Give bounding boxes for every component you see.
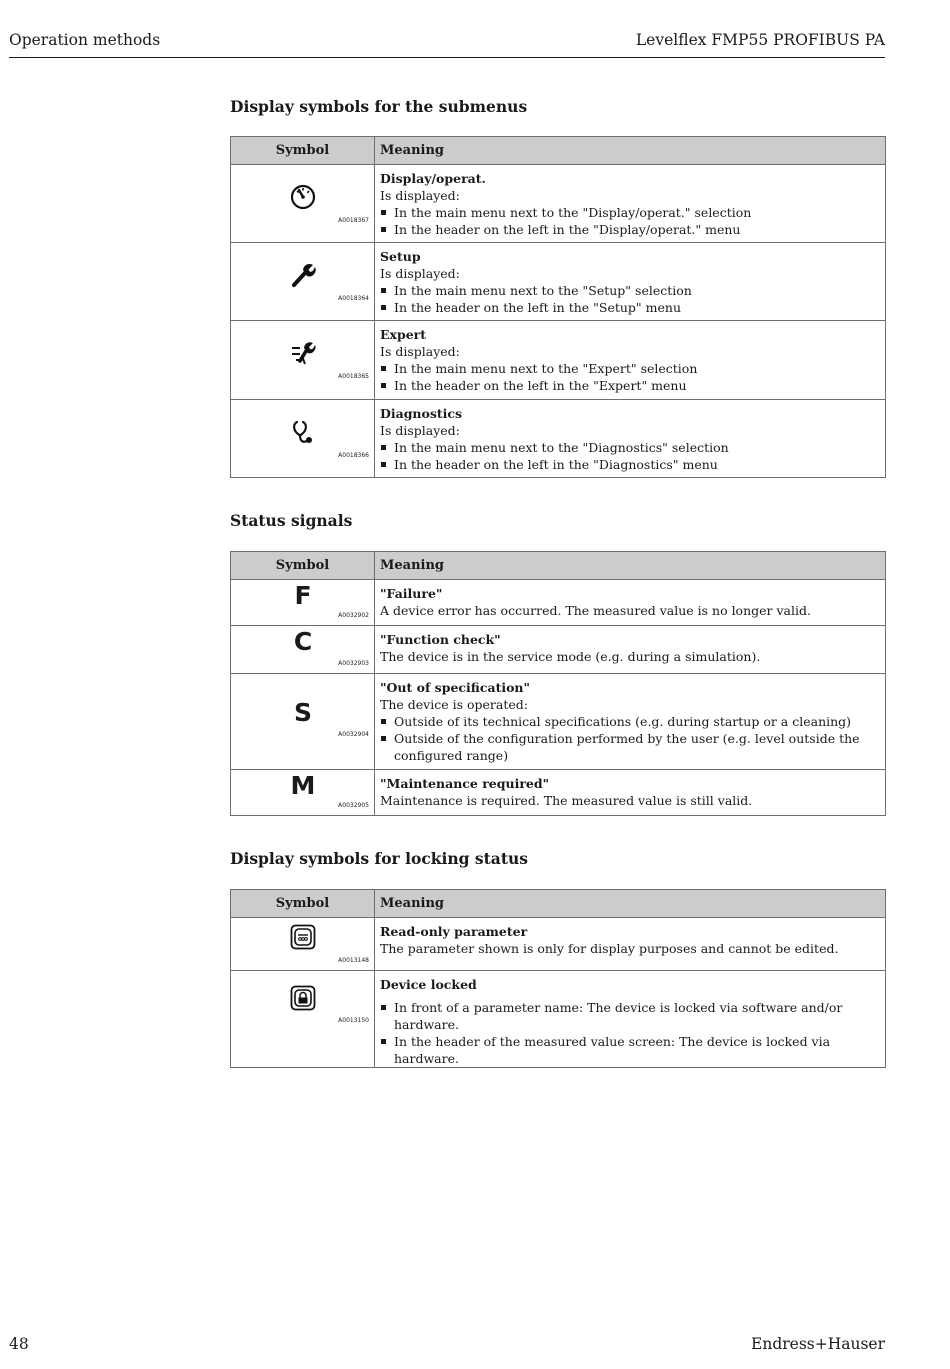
meaning-cell — [375, 770, 886, 816]
table-row — [231, 770, 886, 816]
read-only-display-icon — [231, 924, 375, 954]
meaning-text: Is displayed: — [380, 344, 460, 359]
header-section-title: Operation methods — [9, 31, 161, 49]
bullet-item: In front of a parameter name: The device is locked via software and/or hardware. — [380, 999, 879, 1033]
meaning-cell — [375, 321, 886, 400]
meaning-title: "Failure" — [380, 586, 443, 601]
meaning-title: "Function check" — [380, 632, 501, 647]
bullet-item: Outside of the configuration performed by the user (e.g. level outside the configured range) — [380, 730, 879, 764]
symbol-cell — [231, 674, 375, 770]
page-number: 48 — [9, 1335, 29, 1353]
submenus-table — [230, 136, 886, 478]
maintenance-required-signal-icon: M — [290, 771, 316, 800]
table-row — [231, 674, 886, 770]
bullet-list — [380, 713, 879, 764]
page-header — [9, 30, 885, 58]
meaning-text: A device error has occurred. The measured value is no longer valid. — [380, 603, 811, 618]
symbol-column-header: Symbol — [231, 890, 375, 918]
symbol-code: A0032904 — [338, 731, 369, 738]
symbol-code: A0018367 — [338, 217, 369, 224]
meaning-text: The parameter shown is only for display purposes and cannot be edited. — [380, 941, 839, 956]
header-product-name: Levelflex FMP55 PROFIBUS PA — [635, 31, 885, 49]
symbol-cell — [231, 626, 375, 674]
symbol-cell — [231, 321, 375, 400]
meaning-title: Display/operat. — [380, 171, 486, 186]
out-of-specification-signal-icon: S — [293, 698, 312, 727]
symbol-cell — [231, 580, 375, 626]
table-row — [231, 918, 886, 971]
meaning-title: Device locked — [380, 977, 477, 992]
submenus-heading: Display symbols for the submenus — [230, 97, 528, 116]
table-header-row — [231, 552, 886, 580]
meaning-cell — [375, 626, 886, 674]
meaning-text: The device is in the service mode (e.g. during a simulation). — [380, 649, 761, 664]
status-table — [230, 551, 886, 816]
bullet-list — [380, 999, 879, 1067]
bullet-item: In the header of the measured value screen: The device is locked via hardware. — [380, 1033, 879, 1067]
meaning-text: The device is operated: — [380, 697, 528, 712]
meaning-title: Diagnostics — [380, 406, 463, 421]
meaning-cell — [375, 400, 886, 478]
symbol-column-header: Symbol — [231, 137, 375, 165]
symbol-cell — [231, 243, 375, 321]
bullet-list — [380, 360, 879, 394]
table-row — [231, 165, 886, 243]
meaning-cell — [375, 165, 886, 243]
bullet-item: In the header on the left in the "Setup" menu — [380, 299, 879, 316]
symbol-code: A0013148 — [338, 957, 369, 964]
meaning-title: Setup — [380, 249, 421, 264]
symbol-cell — [231, 918, 375, 971]
symbol-code: A0013150 — [338, 1017, 369, 1024]
bullet-item: In the main menu next to the "Setup" selection — [380, 282, 879, 299]
lock-icon — [231, 985, 375, 1015]
symbol-code: A0032903 — [338, 660, 369, 667]
table-row — [231, 243, 886, 321]
symbol-code: A0018366 — [338, 452, 369, 459]
bullet-item: In the main menu next to the "Display/operat." selection — [380, 204, 879, 221]
meaning-cell — [375, 580, 886, 626]
meaning-text: Maintenance is required. The measured value is still valid. — [380, 793, 753, 808]
bullet-list — [380, 439, 879, 473]
meaning-cell — [375, 971, 886, 1068]
symbol-cell — [231, 165, 375, 243]
meaning-cell — [375, 674, 886, 770]
bullet-item: In the main menu next to the "Expert" selection — [380, 360, 879, 377]
function-check-signal-icon: C — [293, 627, 313, 656]
failure-signal-icon: F — [294, 581, 312, 610]
bullet-list — [380, 282, 879, 316]
locking-table — [230, 889, 886, 1068]
meaning-title: Read-only parameter — [380, 924, 528, 939]
meaning-title: Expert — [380, 327, 427, 342]
symbol-code: A0032902 — [338, 612, 369, 619]
table-row — [231, 580, 886, 626]
symbol-code: A0018364 — [338, 295, 369, 302]
meaning-text: Is displayed: — [380, 188, 460, 203]
table-row — [231, 321, 886, 400]
bullet-item: Outside of its technical specifications (e.g. during startup or a cleaning) — [380, 713, 879, 730]
display-gauge-icon — [231, 183, 375, 215]
meaning-title: "Out of specification" — [380, 680, 531, 695]
expert-wrench-icon — [231, 339, 375, 371]
bullet-item: In the header on the left in the "Diagnostics" menu — [380, 456, 879, 473]
footer-brand: Endress+Hauser — [751, 1335, 885, 1353]
bullet-item: In the main menu next to the "Diagnostics" selection — [380, 439, 879, 456]
meaning-column-header: Meaning — [375, 552, 886, 580]
table-header-row — [231, 890, 886, 918]
meaning-column-header: Meaning — [375, 137, 886, 165]
bullet-item: In the header on the left in the "Expert" menu — [380, 377, 879, 394]
meaning-cell — [375, 243, 886, 321]
meaning-title: "Maintenance required" — [380, 776, 550, 791]
stethoscope-icon — [231, 418, 375, 450]
symbol-code: A0018365 — [338, 373, 369, 380]
status-heading: Status signals — [230, 511, 353, 530]
bullet-item: In the header on the left in the "Display/operat." menu — [380, 221, 879, 238]
table-header-row — [231, 137, 886, 165]
symbol-column-header: Symbol — [231, 552, 375, 580]
meaning-cell — [375, 918, 886, 971]
symbol-cell — [231, 400, 375, 478]
symbol-cell — [231, 770, 375, 816]
meaning-text: Is displayed: — [380, 423, 460, 438]
table-row — [231, 400, 886, 478]
symbol-code: A0032905 — [338, 802, 369, 809]
locking-heading: Display symbols for locking status — [230, 849, 528, 868]
meaning-text: Is displayed: — [380, 266, 460, 281]
bullet-list — [380, 204, 879, 238]
wrench-icon — [231, 261, 375, 293]
meaning-column-header: Meaning — [375, 890, 886, 918]
table-row — [231, 626, 886, 674]
table-row — [231, 971, 886, 1068]
symbol-cell — [231, 971, 375, 1068]
